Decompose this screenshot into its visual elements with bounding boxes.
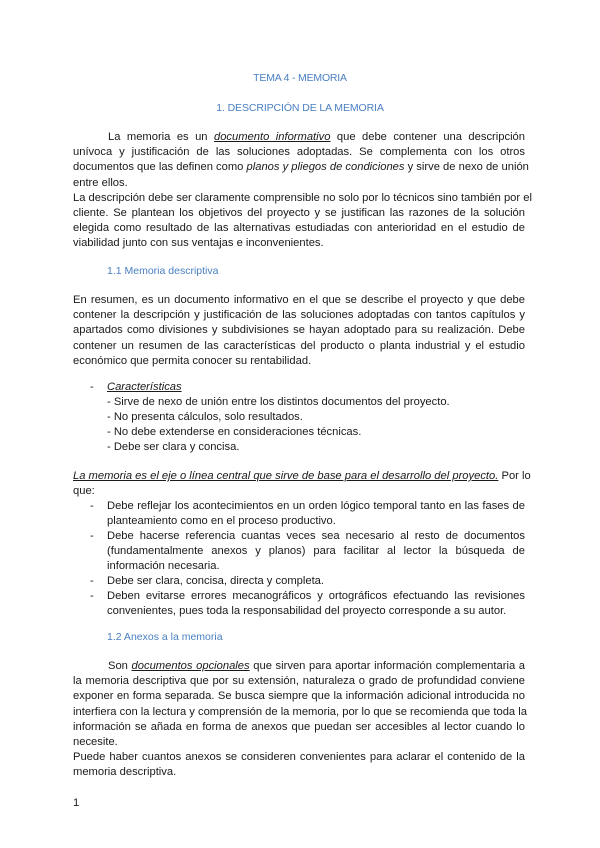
documento-informativo-term: documento informativo — [213, 131, 331, 143]
intro-line-3: documentos que las definen como planos y pliegos de condiciones y sirve de nexo de unión — [73, 161, 529, 174]
anexos-line-8: memoria descriptiva. — [73, 766, 177, 779]
anexos-line-2: la memoria descriptiva que por su extensión, naturaleza o grado de profundidad conviene — [73, 675, 525, 688]
heading-memoria-descriptiva: 1.1 Memoria descriptiva — [107, 265, 219, 277]
intro-line-1: La memoria es un documento informativo que debe contener una descripción — [108, 131, 526, 143]
intro-line-8: viabilidad junto con sus ventajas e inconvenientes. — [73, 237, 324, 250]
descriptiva-line-5: económico que permita conocer su rentabilidad. — [73, 354, 312, 367]
intro-line-6: cliente. Se plantean los objetivos del proyecto y se justifican las razones de la solución — [73, 206, 525, 219]
anexos-paragraph — [73, 659, 525, 781]
descriptiva-paragraph — [73, 293, 525, 369]
eje-central-term: La memoria es el eje o línea central que sirve de base para el desarrollo del proyecto. — [73, 470, 499, 482]
heading-anexos-memoria: 1.2 Anexos a la memoria — [107, 631, 223, 643]
tema-title: TEMA 4 - MEMORIA — [253, 72, 347, 84]
bullet-dash: - — [90, 500, 94, 512]
descriptiva-line-4: contener un resumen de las características del producto o planta industrial y el estudio — [73, 339, 525, 352]
anexos-line-5: información se añada en forma de anexos que puedan ser accesibles al lector cuando lo — [73, 720, 525, 733]
intro-line-4: entre ellos. — [73, 176, 128, 189]
page-number: 1 — [73, 797, 80, 809]
bullet-dash: - — [90, 575, 94, 587]
eje-line-2: que: — [73, 485, 95, 498]
bullet-dash: - — [90, 590, 94, 602]
descriptiva-line-2: contener la descripción y justificación de las soluciones adoptadas con tantos capítulos y — [73, 309, 525, 322]
anexos-line-4: interfiera con la lectura y comprensión de la memoria, por lo que se recomienda que toda la — [73, 705, 527, 718]
anexos-line-6: necesite. — [73, 735, 118, 748]
intro-line-5: La descripción debe ser claramente comprensible no solo por lo técnicos sino también por el — [73, 191, 532, 204]
anexos-line-3: exponer en forma separada. Se busca siempre que la información adicional introducida no — [73, 690, 525, 703]
caracteristicas-item: - Debe ser clara y concisa. — [107, 441, 240, 453]
caracteristicas-item: - No presenta cálculos, solo resultados. — [107, 411, 303, 423]
documentos-opcionales-term: documentos opcionales — [131, 660, 250, 672]
planos-pliegos-term: planos y pliegos de condiciones — [246, 161, 405, 174]
anexos-line-7: Puede haber cuantos anexos se consideren convenientes para aclarar el contenido de la — [73, 751, 525, 764]
document-page: TEMA 4 - MEMORIA 1. DESCRIPCIÓN DE LA MEMORIA La memoria es un documento informativo que debe contener una descripción unívoca y justificación de las soluciones adoptadas. Se complementa con los otros documentos que las definen como planos y pliegos de condiciones y sirve de nexo de unión entre ellos. La descripción debe ser claramente comprensible no solo por lo técnicos sino también por el cliente. Se plantean los objetivos del proyecto y se justifican las razones de la solución elegida como resultado de las alternativas estudiadas con anterioridad en el estudio de viabilidad junto con sus ventajas e inconvenientes. 1.1 Memoria descriptiva En resumen, es un documento informativo en el que se describe el proyecto y que debe contener la descripción y justificación de las soluciones adoptadas con tantos capítulos y apartados como divisiones y subdivisiones se hayan adoptado para su realización. Debe contener un resumen de las características del producto o planta industrial y el estudio económico que permita conocer su rentabilidad. - Características - Sirve de nexo de unión entre los distintos documentos del proyecto. - No presenta cálculos, solo resultados. - No debe extenderse en consideraciones técnicas. - Debe ser clara y concisa. La memoria es el eje o línea central que sirve de base para el desarrollo del proyecto. Por lo que: - Debe reflejar los acontecimientos en un orden lógico temporal tanto en las fases de planteamiento como en el proceso productivo. - Debe hacerse referencia cuantas veces sea necesario al resto de documentos (fundamentalmente anexos y planos) para facilitar al lector la búsqueda de información necesaria. - Debe ser clara, concisa, directa y completa. - Deben evitarse errores mecanográficos y ortográficos efectuando las revisiones convenientes, pues toda la responsabilidad del proyecto corresponde a su autor. 1.2 Anexos a la memoria Son documentos opcionales que sirven para aportar información complementaria a la memoria descriptiva que por su extensión, naturaleza o grado de profundidad conviene exponer en forma separada. Se busca siempre que la información adicional introducida no interfiera con la lectura y comprensión de la memoria, por lo que se recomienda que toda la información se añada en forma de anexos que puedan ser accesibles al lector cuando lo necesite. Puede haber cuantos anexos se consideren convenientes para aclarar el contenido de la memoria descriptiva. 1 — [0, 0, 600, 848]
intro-line-7: elegida como resultado de las alternativas estudiadas con anterioridad en el estudio de — [73, 222, 525, 235]
descriptiva-line-3: apartados como divisiones y subdivisiones se hayan adoptado para su realización. Debe — [73, 324, 525, 337]
intro-line-2: unívoca y justificación de las soluciones adoptadas. Se complementa con los otros — [73, 146, 525, 159]
section-1-title: 1. DESCRIPCIÓN DE LA MEMORIA — [216, 102, 384, 114]
bullet-dash: - — [90, 381, 94, 393]
descriptiva-line-1: En resumen, es un documento informativo en el que se describe el proyecto y que debe — [73, 294, 525, 306]
caracteristicas-item: - Sirve de nexo de unión entre los distintos documentos del proyecto. — [107, 396, 450, 408]
eje-line-1: La memoria es el eje o línea central que sirve de base para el desarrollo del proyecto. Por lo — [73, 470, 531, 482]
bullet-dash: - — [90, 530, 94, 542]
intro-paragraph — [73, 130, 532, 252]
anexos-line-1: Son documentos opcionales que sirven para aportar información complementaria a — [108, 660, 526, 672]
caracteristicas-label: Características — [107, 381, 182, 393]
caracteristicas-item: - No debe extenderse en consideraciones técnicas. — [107, 426, 362, 438]
eje-paragraph — [73, 469, 531, 499]
